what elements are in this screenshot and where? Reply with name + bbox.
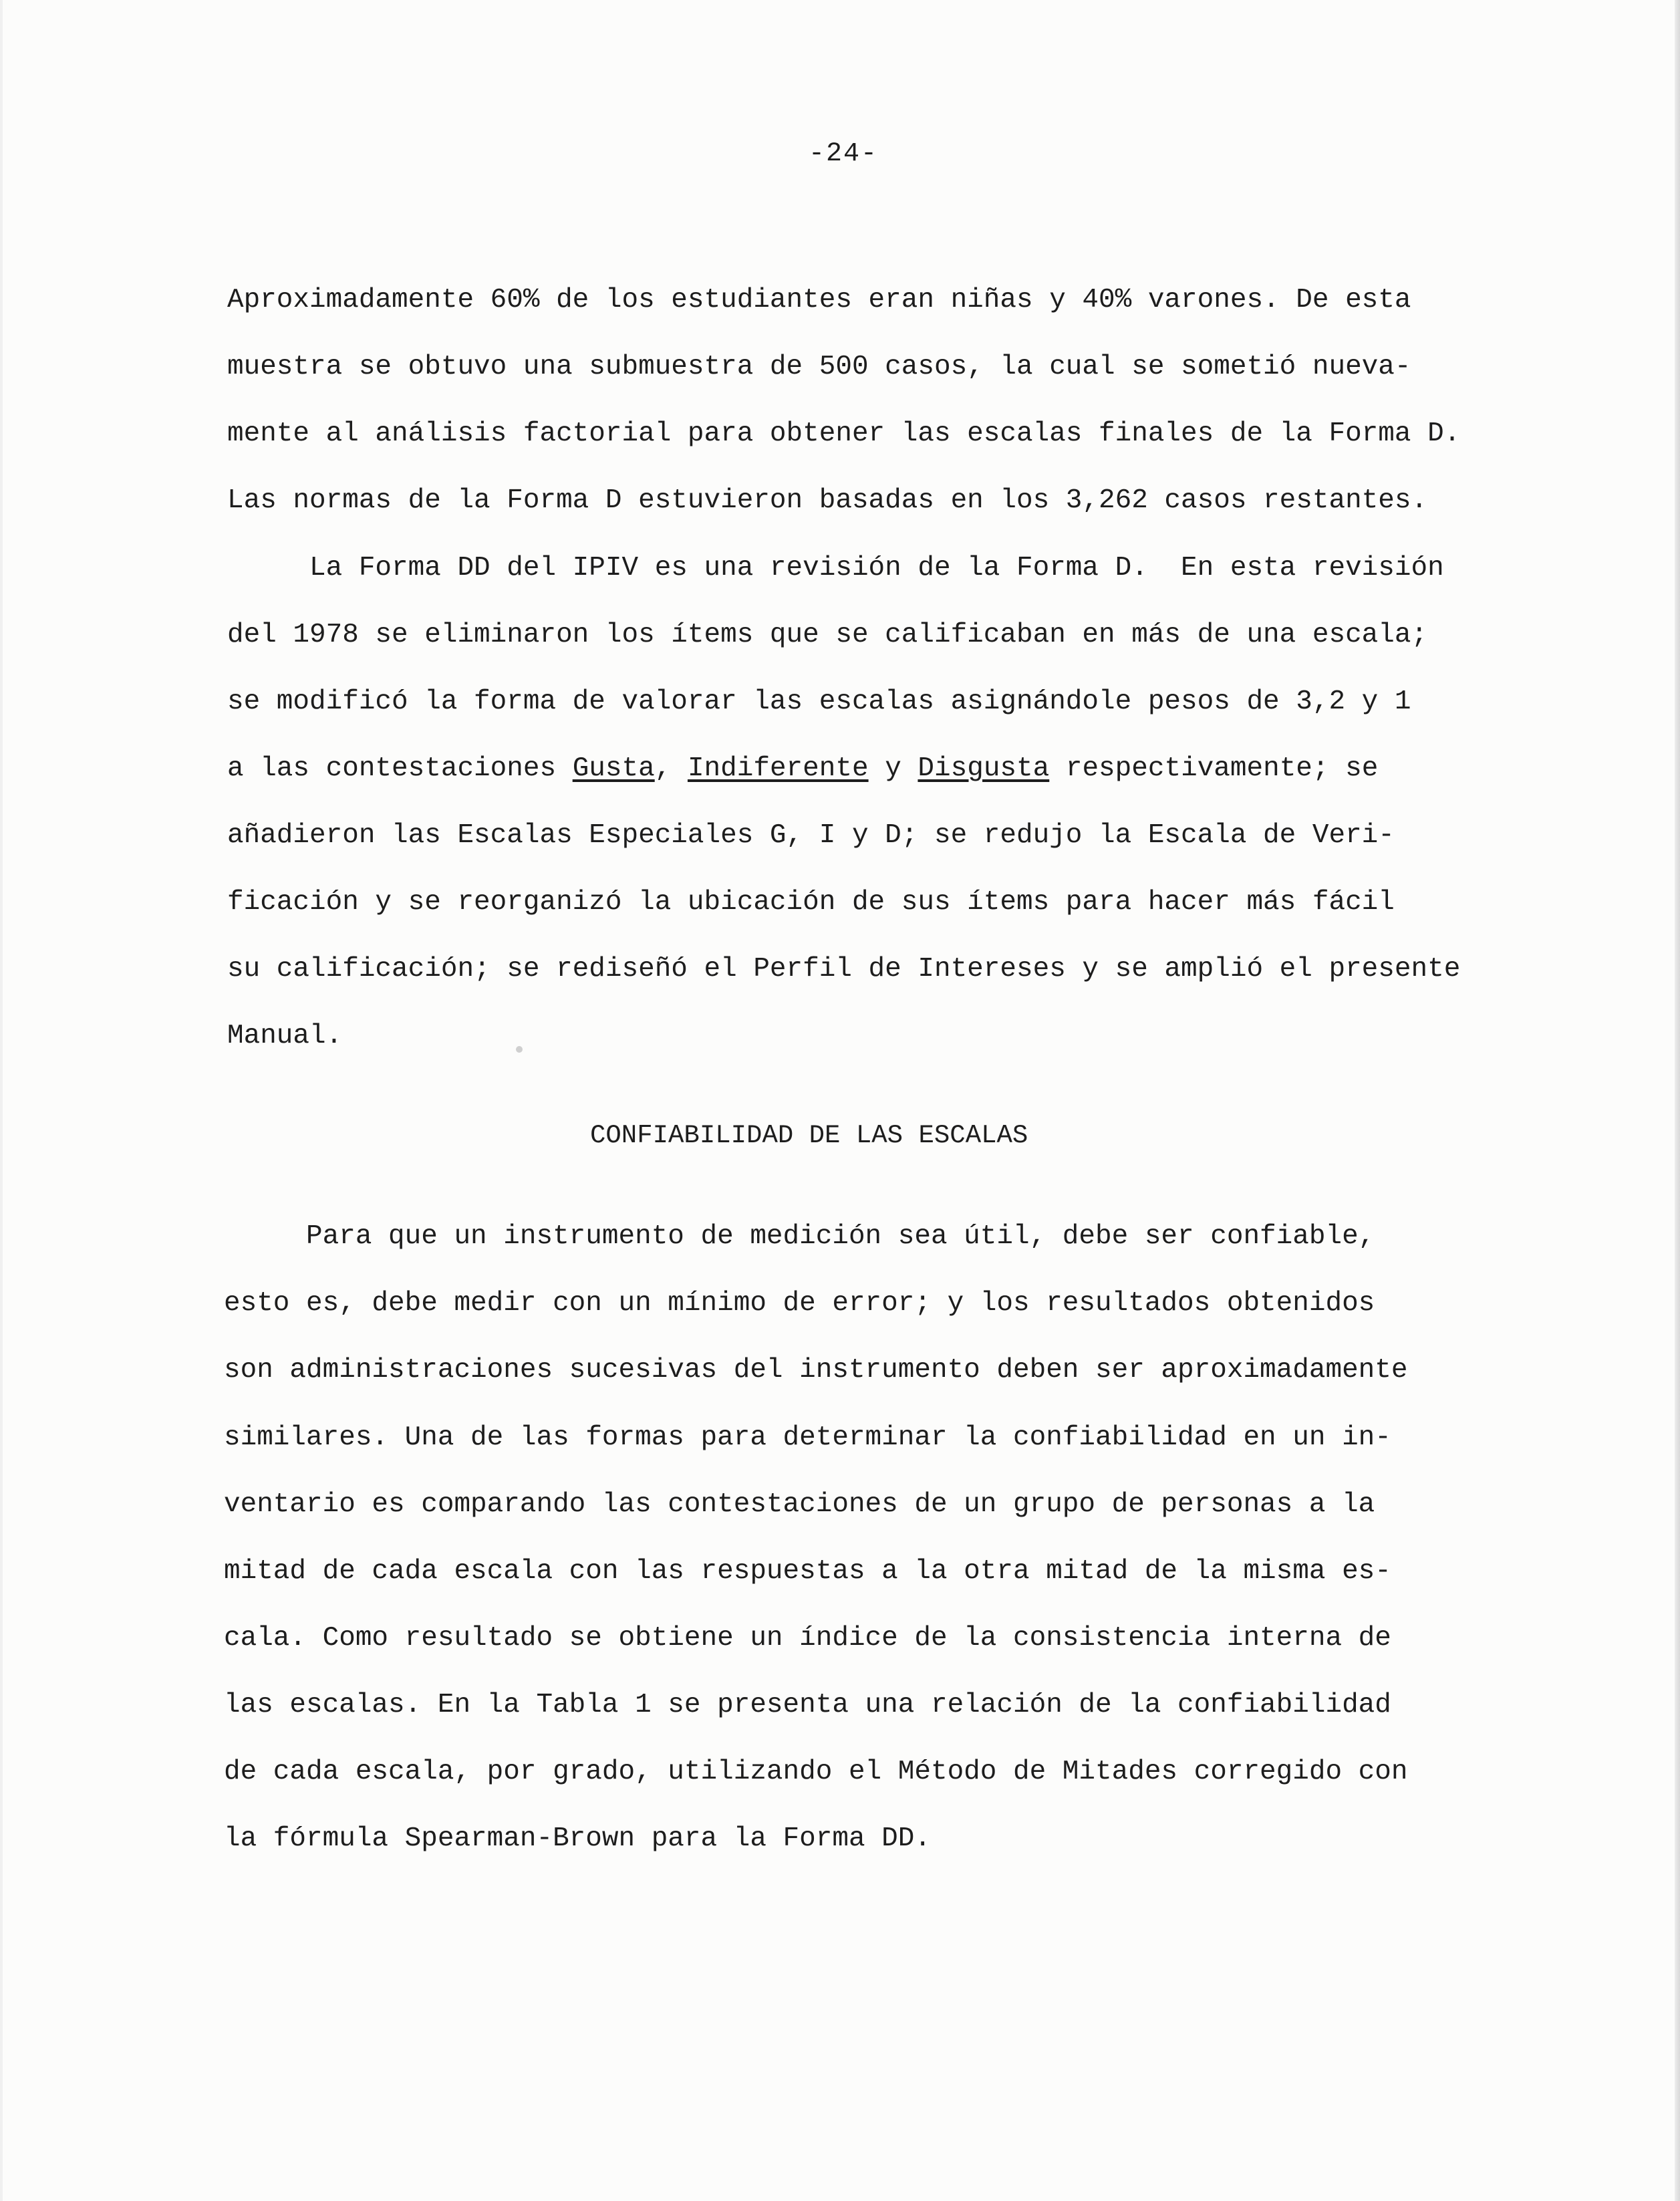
underlined-term-disgusta: Disgusta: [918, 753, 1050, 784]
scan-edge-right: [1675, 0, 1680, 2201]
scan-speck: [516, 1046, 523, 1053]
paragraph-3-line-8: las escalas. En la Tabla 1 se presenta una relación de la confiabilidad: [224, 1690, 1391, 1720]
paragraph-3-line-4: similares. Una de las formas para determinar la confiabilidad en un in-: [224, 1422, 1391, 1453]
line-text: ,: [654, 753, 688, 784]
line-text: respectivamente; se: [1049, 753, 1379, 784]
underlined-term-gusta: Gusta: [572, 753, 655, 784]
paragraph-2-line-5: añadieron las Escalas Especiales G, I y D; se redujo la Escala de Veri-: [227, 820, 1395, 851]
paragraph-2-line-1: La Forma DD del IPIV es una revisión de la Forma D. En esta revisión: [227, 553, 1444, 584]
paragraph-3-line-5: ventario es comparando las contestaciones de un grupo de personas a la: [224, 1489, 1375, 1520]
paragraph-3-line-9: de cada escala, por grado, utilizando el Método de Mitades corregido con: [224, 1757, 1408, 1787]
paragraph-1-line-3: mente al análisis factorial para obtener las escalas finales de la Forma D.: [227, 418, 1461, 449]
paragraph-3-line-7: cala. Como resultado se obtiene un índice de la consistencia interna de: [224, 1623, 1391, 1654]
paragraph-2-line-3: se modificó la forma de valorar las escalas asignándole pesos de 3,2 y 1: [227, 686, 1411, 717]
line-text: a las contestaciones: [227, 753, 573, 784]
paragraph-1-line-2: muestra se obtuvo una submuestra de 500 casos, la cual se sometió nueva-: [227, 352, 1411, 382]
paragraph-1-line-4: Las normas de la Forma D estuvieron basadas en los 3,262 casos restantes.: [227, 485, 1428, 516]
paragraph-2-line-6: ficación y se reorganizó la ubicación de sus ítems para hacer más fácil: [227, 887, 1395, 918]
paragraph-2-line-7: su calificación; se rediseñó el Perfil de Intereses y se amplió el presente: [227, 954, 1461, 985]
paragraph-3-line-6: mitad de cada escala con las respuestas a la otra mitad de la misma es-: [224, 1556, 1391, 1587]
paragraph-3-line-3: son administraciones sucesivas del instrumento deben ser aproximadamente: [224, 1355, 1408, 1386]
paragraph-2-line-2: del 1978 se eliminaron los ítems que se calificaban en más de una escala;: [227, 620, 1428, 650]
paragraph-2-line-8: Manual.: [227, 1021, 343, 1051]
paragraph-3-line-10: la fórmula Spearman-Brown para la Forma DD.: [224, 1823, 931, 1854]
paragraph-3-line-1: Para que un instrumento de medición sea útil, debe ser confiable,: [224, 1221, 1375, 1252]
page-number: -24-: [809, 139, 879, 169]
paragraph-2-line-4: [227, 752, 1378, 785]
section-heading: CONFIABILIDAD DE LAS ESCALAS: [590, 1121, 1028, 1150]
paragraph-3-line-2: esto es, debe medir con un mínimo de error; y los resultados obtenidos: [224, 1288, 1375, 1319]
scan-edge-left: [0, 0, 3, 2201]
line-text: y: [868, 753, 918, 784]
underlined-term-indiferente: Indiferente: [687, 753, 869, 784]
paragraph-1-line-1: Aproximadamente 60% de los estudiantes eran niñas y 40% varones. De esta: [227, 285, 1411, 315]
